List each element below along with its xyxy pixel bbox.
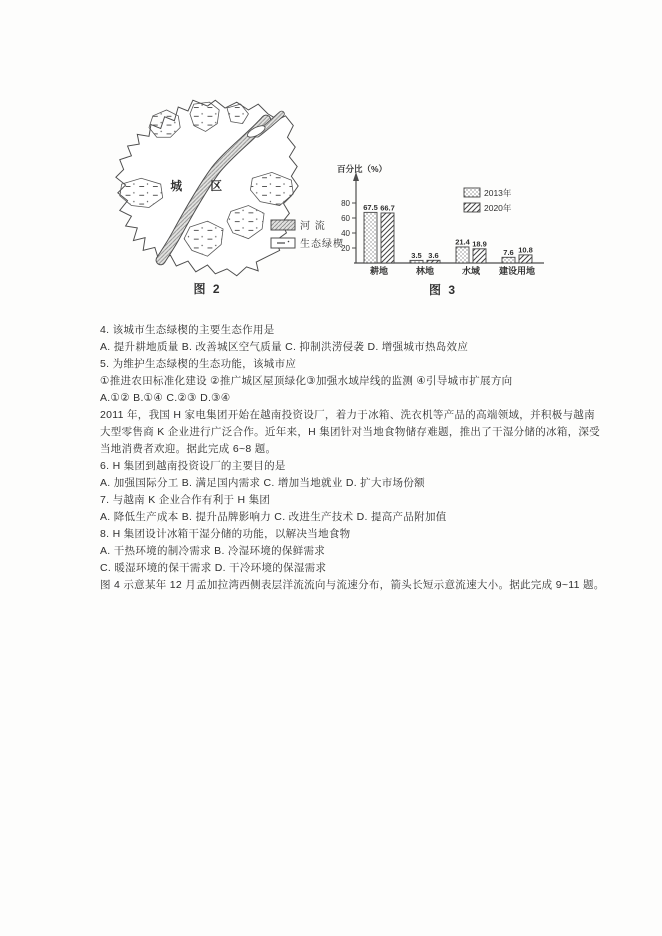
bar	[427, 260, 440, 263]
figure-2-caption: 图 2	[193, 282, 222, 296]
bar	[410, 260, 423, 263]
question-4-stem: 4. 该城市生态绿楔的主要生态作用是	[100, 324, 275, 336]
y-axis-label: 百分比（%）	[337, 164, 388, 174]
legend-swatch	[464, 203, 480, 212]
bar-value-label: 3.6	[428, 250, 439, 260]
bar-value-label: 18.9	[472, 239, 487, 249]
green-wedge-swatch-icon	[270, 237, 296, 249]
question-5-options: A.①② B.①④ C.②③ D.③④	[100, 392, 231, 404]
question-8-options-ab: A. 干热环境的制冷需求 B. 冷湿环境的保鲜需求	[100, 545, 326, 557]
question-text-block	[100, 322, 605, 594]
bar	[502, 257, 515, 263]
map-label-qu: 区	[210, 179, 223, 193]
category-label: 建设用地	[498, 266, 536, 276]
question-5-stem: 5. 为维护生态绿楔的生态功能，该城市应	[100, 358, 297, 370]
figure-3	[336, 163, 548, 285]
bar	[364, 212, 377, 263]
question-5-items: ①推进农田标准化建设 ②推广城区屋顶绿化③加强水域岸线的监测 ④引导城市扩展方向	[100, 375, 513, 387]
bar-value-label: 3.5	[411, 250, 422, 260]
legend-label: 2013年	[484, 188, 512, 198]
question-8-stem: 8. H 集团设计冰箱干湿分储的功能，以解决当地食物	[100, 528, 351, 540]
bar-value-label: 66.7	[380, 203, 395, 213]
passage-6-8-line-3: 当地消费者欢迎。据此完成 6~8 题。	[100, 443, 277, 455]
category-label: 水域	[461, 266, 481, 276]
land-use-bar-chart	[336, 163, 548, 285]
figure-3-caption: 图 3	[428, 283, 457, 297]
city-green-wedge-map	[110, 92, 305, 282]
bar-value-label: 10.8	[518, 245, 533, 255]
bar	[456, 247, 469, 263]
question-8-options-cd: C. 暖湿环境的保干需求 D. 干冷环境的保湿需求	[100, 562, 327, 574]
y-tick-label: 80	[341, 199, 350, 208]
bar-value-label: 7.6	[503, 247, 514, 257]
legend-label: 2020年	[484, 203, 512, 213]
figure-2	[110, 92, 305, 282]
bar	[473, 249, 486, 263]
y-tick-label: 20	[341, 244, 350, 253]
question-7-stem: 7. 与越南 K 企业合作有利于 H 集团	[100, 494, 271, 506]
y-tick-label: 60	[341, 214, 350, 223]
legend-swatch	[464, 188, 480, 197]
question-6-stem: 6. H 集团到越南投资设厂的主要目的是	[100, 460, 286, 472]
category-label: 林地	[415, 266, 435, 276]
passage-6-8-line-2: 大型零售商 K 企业进行广泛合作。近年来，H 集团针对当地食物储存难题，推出了干湿分储的冰箱，深受	[100, 426, 601, 438]
passage-9-11: 图 4 示意某年 12 月孟加拉湾西侧表层洋流流向与流速分布，箭头长短示意流速大小。据此完成 9~11 题。	[100, 579, 605, 591]
category-label: 耕地	[369, 266, 389, 276]
bar-value-label: 67.5	[363, 202, 378, 212]
question-6-options: A. 加强国际分工 B. 满足国内需求 C. 增加当地就业 D. 扩大市场份额	[100, 477, 425, 489]
question-7-options: A. 降低生产成本 B. 提升品牌影响力 C. 改进生产技术 D. 提高产品附加值	[100, 511, 447, 523]
question-4-options: A. 提升耕地质量 B. 改善城区空气质量 C. 抑制洪涝侵袭 D. 增强城市热岛效应	[100, 341, 469, 353]
river-swatch-icon	[270, 219, 296, 231]
bar	[381, 213, 394, 263]
map-label-cheng: 城	[170, 179, 183, 193]
passage-6-8-line-1: 2011 年，我国 H 家电集团开始在越南投资设厂，着力于冰箱、洗衣机等产品的高端领域，并积极与越南	[100, 409, 595, 421]
bar-value-label: 21.4	[455, 237, 470, 247]
map-legend-label-river: 河 流	[300, 221, 326, 232]
bar	[519, 255, 532, 263]
map-legend-label-wedge: 生态绿楔	[300, 239, 344, 250]
y-tick-label: 40	[341, 229, 350, 238]
